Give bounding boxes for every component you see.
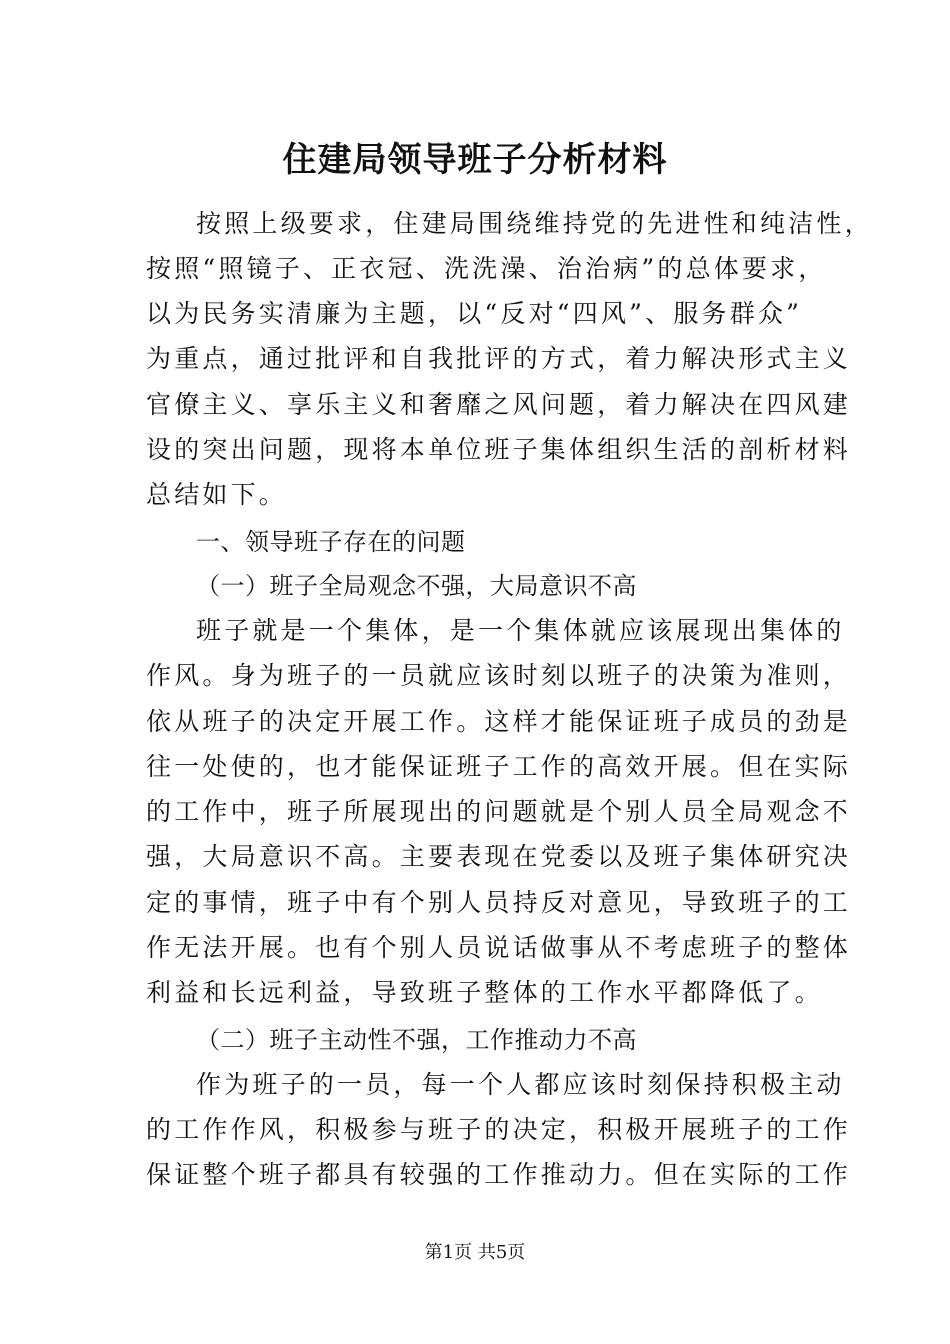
- sub1-line-8: 作无法开展。也有个别人员说话做事从不考虑班子的整体: [146, 933, 852, 962]
- intro-line-5: 官僚主义、享乐主义和奢靡之风问题，着力解决在四风建: [146, 390, 852, 419]
- sub2-line-1: 作为班子的一员，每一个人都应该时刻保持积极主动: [196, 1070, 845, 1099]
- intro-line-1: 按照上级要求，住建局围绕维持党的先进性和纯洁性，: [196, 209, 873, 238]
- sub2-line-3: 保证整个班子都具有较强的工作推动力。但在实际的工作: [146, 1160, 852, 1189]
- subsection-heading-2: （二）班子主动性不强，工作推动力不高: [196, 1026, 637, 1054]
- intro-line-7: 总结如下。: [146, 480, 288, 509]
- sub1-line-7: 定的事情，班子中有个别人员持反对意见，导致班子的工: [146, 888, 852, 917]
- page-footer: 第1页 共5页: [424, 1242, 526, 1263]
- subsection-heading-1: （一）班子全局观念不强，大局意识不高: [196, 572, 637, 600]
- sub1-line-1: 班子就是一个集体，是一个集体就应该展现出集体的: [196, 616, 845, 645]
- sub1-line-4: 往一处使的，也才能保证班子工作的高效开展。但在实际: [146, 752, 852, 781]
- sub1-line-2: 作风。身为班子的一员就应该时刻以班子的决策为准则，: [146, 661, 852, 690]
- intro-line-4: 为重点，通过批评和自我批评的方式，着力解决形式主义: [146, 344, 852, 373]
- sub2-line-2: 的工作作风，积极参与班子的决定，积极开展班子的工作: [146, 1115, 852, 1144]
- section-heading-1: 一、领导班子存在的问题: [196, 528, 466, 556]
- intro-line-6: 设的突出问题，现将本单位班子集体组织生活的剖析材料: [146, 435, 852, 464]
- intro-line-3: 以为民务实清廉为主题，以“反对“四风”、服务群众”: [146, 299, 803, 328]
- intro-line-2: 按照“照镜子、正衣冠、洗洗澡、治治病”的总体要求，: [146, 254, 827, 283]
- document-title: 住建局领导班子分析材料: [282, 140, 668, 180]
- sub1-line-9: 利益和长远利益，导致班子整体的工作水平都降低了。: [146, 978, 823, 1007]
- sub1-line-3: 依从班子的决定开展工作。这样才能保证班子成员的劲是: [146, 707, 852, 736]
- sub1-line-6: 强，大局意识不高。主要表现在党委以及班子集体研究决: [146, 842, 852, 871]
- sub1-line-5: 的工作中，班子所展现出的问题就是个别人员全局观念不: [146, 797, 852, 826]
